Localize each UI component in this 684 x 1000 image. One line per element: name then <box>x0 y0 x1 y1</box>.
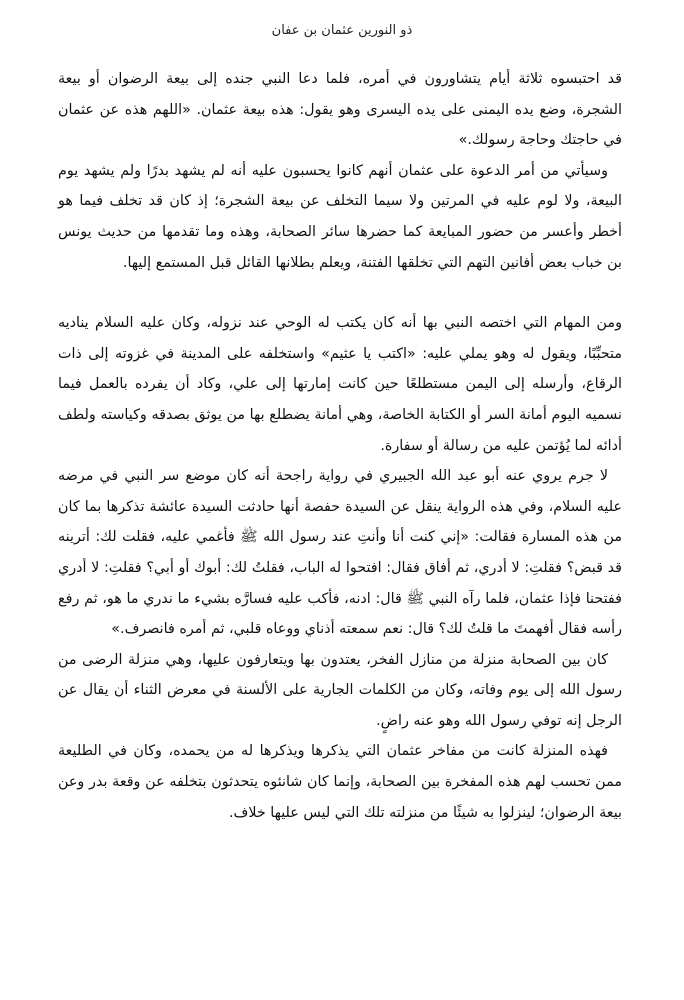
running-header: ذو النورين عثمان بن عفان <box>271 23 413 38</box>
paragraph-1: قد احتبسوه ثلاثة أيام يتشاورون في أمره، فلما دعا النبي جنده إلى بيعة الرضوان أو بيعة الشجرة، وضع يده اليمنى على يده اليسرى وهو يقول: هذه بيعة عثمان. «اللهم هذه عن عثمان في حاجتك وحاجة رسولك.» <box>58 71 622 149</box>
page-body <box>58 64 622 828</box>
paragraph-2: وسيأتي من أمر الدعوة على عثمان أنهم كانوا يحسبون عليه أنه لم يشهد بدرًا ولم يشهد يوم البيعة، ولا لوم عليه في المرتين ولا سيما التخلف عن بيعة الشجرة؛ إذ كان قد تخلف فيما هو أخطر وأعسر من حضور المبايعة كما حضرها سائر الصحابة، وهذه وما تقدمها من حديث يونس بن خباب بعض أفانين التهم التي تخلقها الفتنة، ويعلم بطلانها القائل قبل المستمع إليها. <box>58 162 622 271</box>
paragraph-3: ومن المهام التي اختصه النبي بها أنه كان يكتب له الوحي عند نزوله، وكان عليه السلام يناديه متحبِّبًا، ويقول له وهو يملي عليه: «اكتب يا عثيم» واستخلفه على المدينة في غزوته إلى ذات الرقاع، وأرسله إلى اليمن مستطلعًا حين كانت إمارتها إلى علي، وكاد أن يفرده بالعمل فيما نسميه اليوم أمانة السر أو الكتابة الخاصة، وهي أمانة يضطلع بها من يوثق بصدقه وكياسته ولطف أدائه لما يُؤتمن عليه من رسالة أو سفارة. <box>58 315 622 454</box>
paragraph-gap <box>58 278 622 308</box>
paragraph-4: لا جرم يروي عنه أبو عبد الله الجبيري في رواية راجحة أنه كان موضع سر النبي في مرضه عليه السلام، وفي هذه الرواية ينقل عن السيدة حفصة أنها حادثت السيدة عائشة تذكرها بما كان من هذه المسارة فقالت: «إني كنت أنا وأنتِ عند رسول الله ﷺ فأغمي عليه، فقلت لك: أترينه قد قبض؟ فقلتِ: لا أدري، ثم أفاق فقال: افتحوا له الباب، فقلتُ لك: أبوك أو أبي؟ فقلتِ: لا أدري ففتحنا فإذا عثمان، فلما رآه النبي ﷺ قال: ادنه، فأكب عليه فسارَّه بشيء ما ندري ما هو، ثم رفع رأسه فقال أفهمتَ ما قلتُ لك؟ قال: نعم سمعته أذناي ووعاه قلبي، ثم أمره فانصرف.» <box>58 468 622 638</box>
paragraph-5: كان بين الصحابة منزلة من منازل الفخر، يعتدون بها ويتعارفون عليها، وهي منزلة الرضى من رسول الله إلى يوم وفاته، وكان من الكلمات الجارية على الألسنة في معرض الثناء أن يقال عن الرجل إنه توفي رسول الله وهو عنه راضٍ. <box>58 651 622 729</box>
paragraph-6: فهذه المنزلة كانت من مفاخر عثمان التي يذكرها ويذكرها له من يحمده، وكان في الطليعة ممن تحسب لهم هذه المفخرة بين الصحابة، وإنما كان شانئوه يتحدثون بتخلفه عن وقعة بدر وعن بيعة الرضوان؛ لينزلوا به شيئًا من منزلته تلك التي ليس عليها خلاف. <box>58 743 622 821</box>
